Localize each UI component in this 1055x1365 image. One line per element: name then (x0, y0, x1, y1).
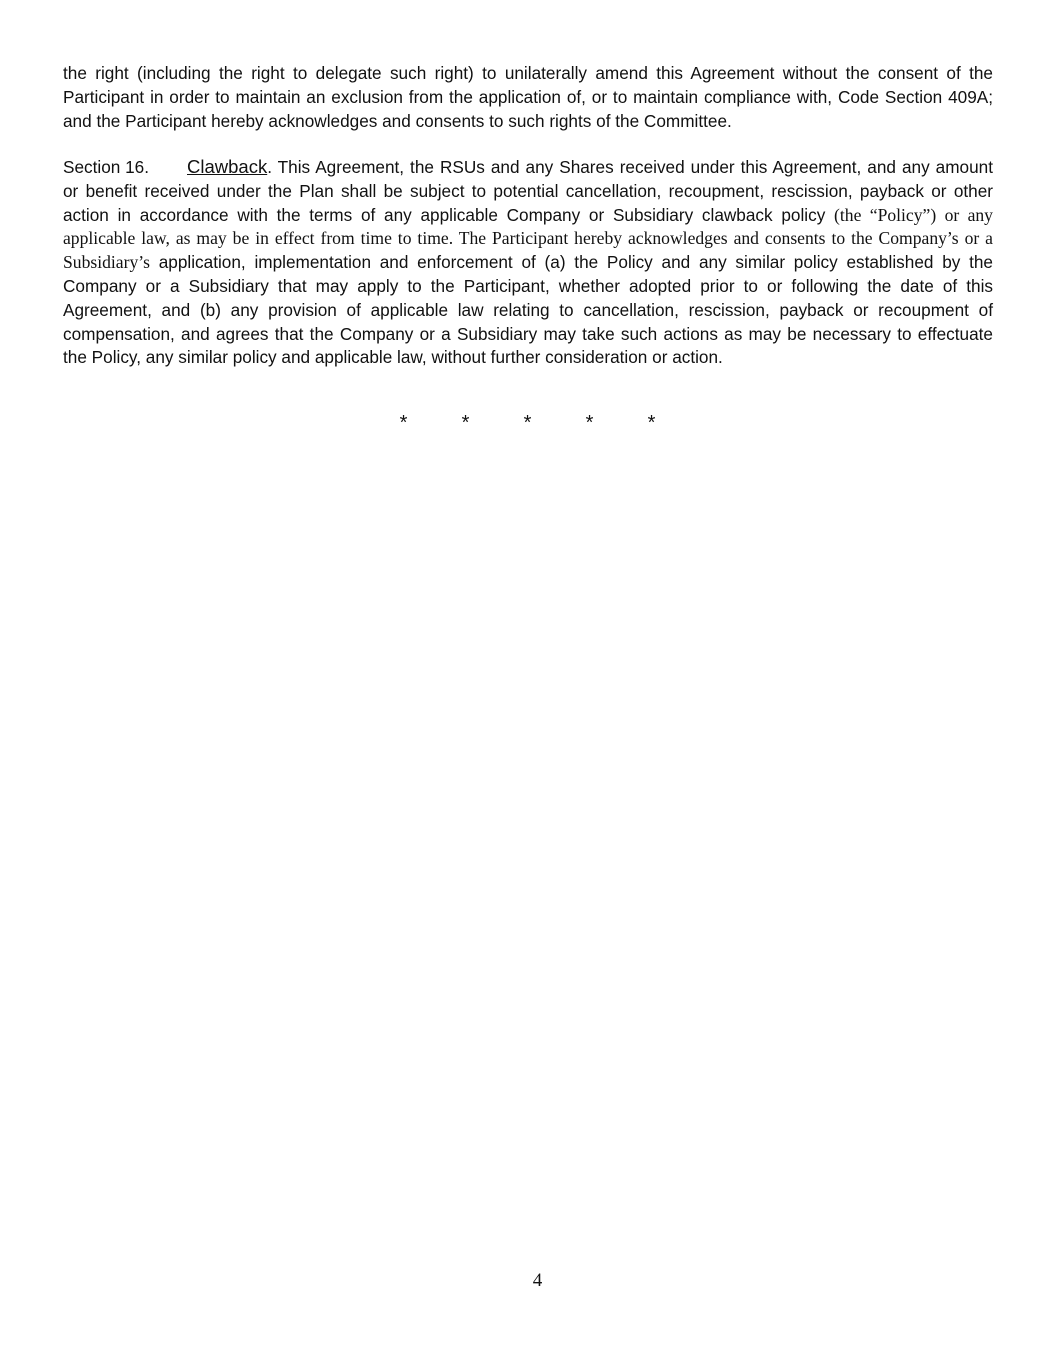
separator-asterisk: * (399, 412, 408, 434)
section-title: Clawback (187, 156, 268, 177)
separator-asterisk: * (523, 412, 532, 434)
separator-asterisk: * (461, 412, 470, 434)
separator-asterisk: * (585, 412, 594, 434)
section-text-part2: application, implementation and enforcement of (a) the Policy and any similar policy established by the Company or a Subsidiary that may apply to the Participant, whether adopted prior to or following the date of this Agreement, and (b) any provision of applicable law relating to cancellation, rescission, payback or recoupment of compensation, and agrees that the Company or a Subsidiary may take such actions as may be necessary to effectuate the Policy, any similar policy and applicable law, without further consideration or action. (63, 252, 993, 368)
section-text-serif-run: (the “Policy”) or any applicable law, as may be in effect from time to time. The Participant hereby acknowledges and consents to the Company’s or a Subsidiary’s (63, 204, 993, 273)
section-16-paragraph (63, 155, 993, 370)
section-text-part1: This Agreement, the RSUs and any Shares received under this Agreement, and any amount or benefit received under the Plan shall be subject to potential cancellation, recoupment, rescission, payback or other action in accordance with the terms of any applicable Company or Subsidiary clawback policy (63, 157, 993, 225)
separator-asterisk: * (647, 412, 656, 434)
section-title-punctuation: . (267, 157, 272, 177)
section-number: Section 16. (63, 157, 149, 177)
section-separator (0, 412, 1055, 435)
paragraph-continuation: the right (including the right to delegate such right) to unilaterally amend this Agreement without the consent of the Participant in order to maintain an exclusion from the application of, or to maintain compliance with, Code Section 409A; and the Participant hereby acknowledges and consents to such rights of the Committee. (63, 63, 993, 131)
page-number: 4 (532, 1270, 543, 1291)
